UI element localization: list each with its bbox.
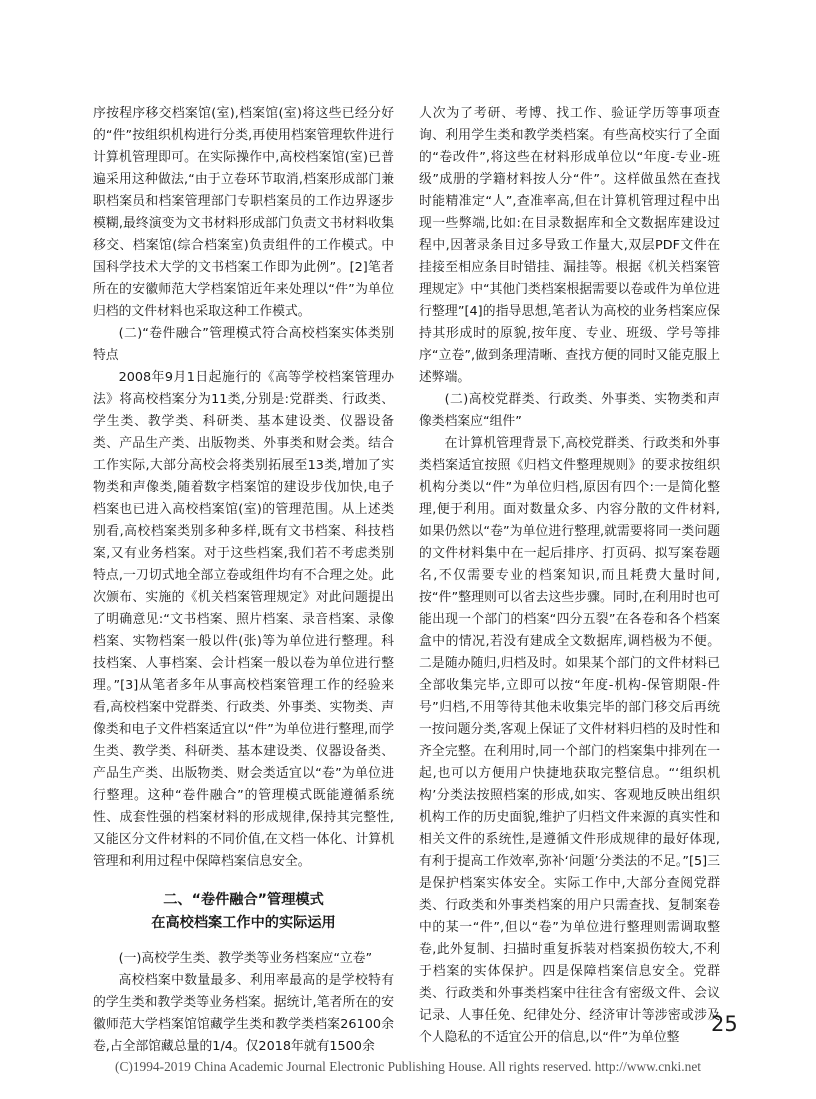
paragraph: 2008年9月1日起施行的《高等学校档案管理办法》将高校档案分为11类,分别是:党群类、行政类、学生类、教学类、科研类、基本建设类、仪器设备类、产品生产类、出版物类、外事类和财会类。结合工作实际,大部分高校会将类别拓展至13类,增加了实物类和声像类,随着数字档案馆的建设步伐加快,电子档案也已进入高校档案馆(室)的管理范围。从上述类别看,高校档案类别多种多样,既有文书档案、科技档案,又有业务档案。对于这些档案,我们若不考虑类别特点,一刀切式地全部立卷或组件均有不合理之处。此次颁布、实施的《机关档案管理规定》对此问题提出了明确意见:“文书档案、照片档案、录音档案、录像档案、实物档案一般以件(张)等为单位进行整理。科技档案、人事档案、会计档案一般以卷为单位进行整理。”[3]从笔者多年从事高校档案管理工作的经验来看,高校档案中党群类、行政类、外事类、实物类、声像类和电子文件档案适宜以“件”为单位进行整理,而学生类、教学类、科研类、基本建设类、仪器设备类、产品生产类、出版物类、财会类适宜以“卷”为单位进行整理。这种“卷件融合”的管理模式既能遵循系统性、成套性强的档案材料的形成规律,保持其完整性,又能区分文件材料的不同价值,在文档一体化、计算机管理和利用过程中保障档案信息安全。 [93, 370, 394, 869]
subsection-heading: (一)高校学生类、教学类等业务档案应“立卷” [118, 951, 373, 966]
subsection-heading: (二)“卷件融合”管理模式符合高校档案实体类别特点 [93, 326, 394, 363]
page-number: 25 [711, 1012, 738, 1036]
section-title-line-1: 二、“卷件融合”管理模式 [163, 892, 324, 908]
left-column [93, 103, 394, 1058]
section-title [93, 889, 394, 935]
subsection-heading: (二)高校党群类、行政类、外事类、实物类和声像类档案应“组件” [419, 392, 720, 429]
section-title-line-2: 在高校档案工作中的实际运用 [151, 915, 336, 931]
right-column [419, 103, 720, 1049]
paragraph: 人次为了考研、考博、找工作、验证学历等事项查询、利用学生类和教学类档案。有些高校实行了全面的“卷改件”,将这些在材料形成单位以“年度-专业-班级”成册的学籍材料按人分“件”。这样做虽然在查找时能精准定“人”,查准率高,但在计算机管理过程中出现一些弊端,比如:在目录数据库和全文数据库建设过程中,因著录条目过多导致工作量大,双层PDF文件在挂接至相应条目时错挂、漏挂等。根据《机关档案管理规定》中“其他门类档案根据需要以卷或件为单位进行整理”[4]的指导思想,笔者认为高校的业务档案应保持其形成时的原貌,按年度、专业、班级、学号等排序“立卷”,做到条理清晰、查找方便的同时又能克服上述弊端。 [419, 106, 720, 385]
paragraph: 在计算机管理背景下,高校党群类、行政类和外事类档案适宜按照《归档文件整理规则》的要求按组织机构分类以“件”为单位归档,原因有四个:一是简化整理,便于利用。面对数量众多、内容分散的文件材料,如果仍然以“卷”为单位进行整理,就需要将同一类问题的文件材料集中在一起后排序、打页码、拟写案卷题名,不仅需要专业的档案知识,而且耗费大量时间,按“件”整理则可以省去这些步骤。同时,在利用时也可能出现一个部门的档案“四分五裂”在各卷和各个档案盒中的情况,若没有建成全文数据库,调档极为不便。二是随办随归,归档及时。如果某个部门的文件材料已全部收集完毕,立即可以按“年度-机构-保管期限-件号”归档,不用等待其他未收集完毕的部门移交后再统一按问题分类,客观上保证了文件材料归档的及时性和齐全完整。在利用时,同一个部门的档案集中排列在一起,也可以方便用户快捷地获取完整信息。“‘组织机构’分类法按照档案的形成,如实、客观地反映出组织机构工作的历史面貌,维护了归档文件来源的真实性和相关文件的系统性,是遵循文件形成规律的最好体现,有利于提高工作效率,弥补‘问题’分类法的不足。”[5]三是保护档案实体安全。实际工作中,大部分查阅党群类、行政类和外事类档案的用户只需查找、复制案卷中的某一“件”,但以“卷”为单位进行整理则需调取整卷,此外复制、扫描时重复拆装对档案损伤较大,不利于档案的实体保护。四是保障档案信息安全。党群类、行政类和外事类档案中往往含有密级文件、会议记录、人事任免、纪律处分、经济审计等涉密或涉及个人隐私的不适宜公开的信息,以“件”为单位整 [419, 436, 720, 1045]
paragraph: 高校档案中数量最多、利用率最高的是学校特有的学生类和教学类等业务档案。据统计,笔者所在的安徽师范大学档案馆馆藏学生类和教学类档案26100余卷,占全部馆藏总量的1/4。仅2018年就有1500余 [93, 973, 394, 1054]
paragraph: 序按程序移交档案馆(室),档案馆(室)将这些已经分好的“件”按组织机构进行分类,再使用档案管理软件进行计算机管理即可。在实际操作中,高校档案馆(室)已普遍采用这种做法,“由于立卷环节取消,档案形成部门兼职档案员和档案管理部门专职档案员的工作边界逐步模糊,最终演变为文书材料形成部门负责文书材料收集移交、档案馆(综合档案室)负责组件的工作模式。中国科学技术大学的文书档案工作即为此例”。[2]笔者所在的安徽师范大学档案馆近年来处理以“件”为单位归档的文件材料也采取这种工作模式。 [93, 106, 394, 319]
copyright-footer: (C)1994-2019 China Academic Journal Electronic Publishing House. All rights reserved. http://www.cnki.net [115, 1059, 701, 1074]
